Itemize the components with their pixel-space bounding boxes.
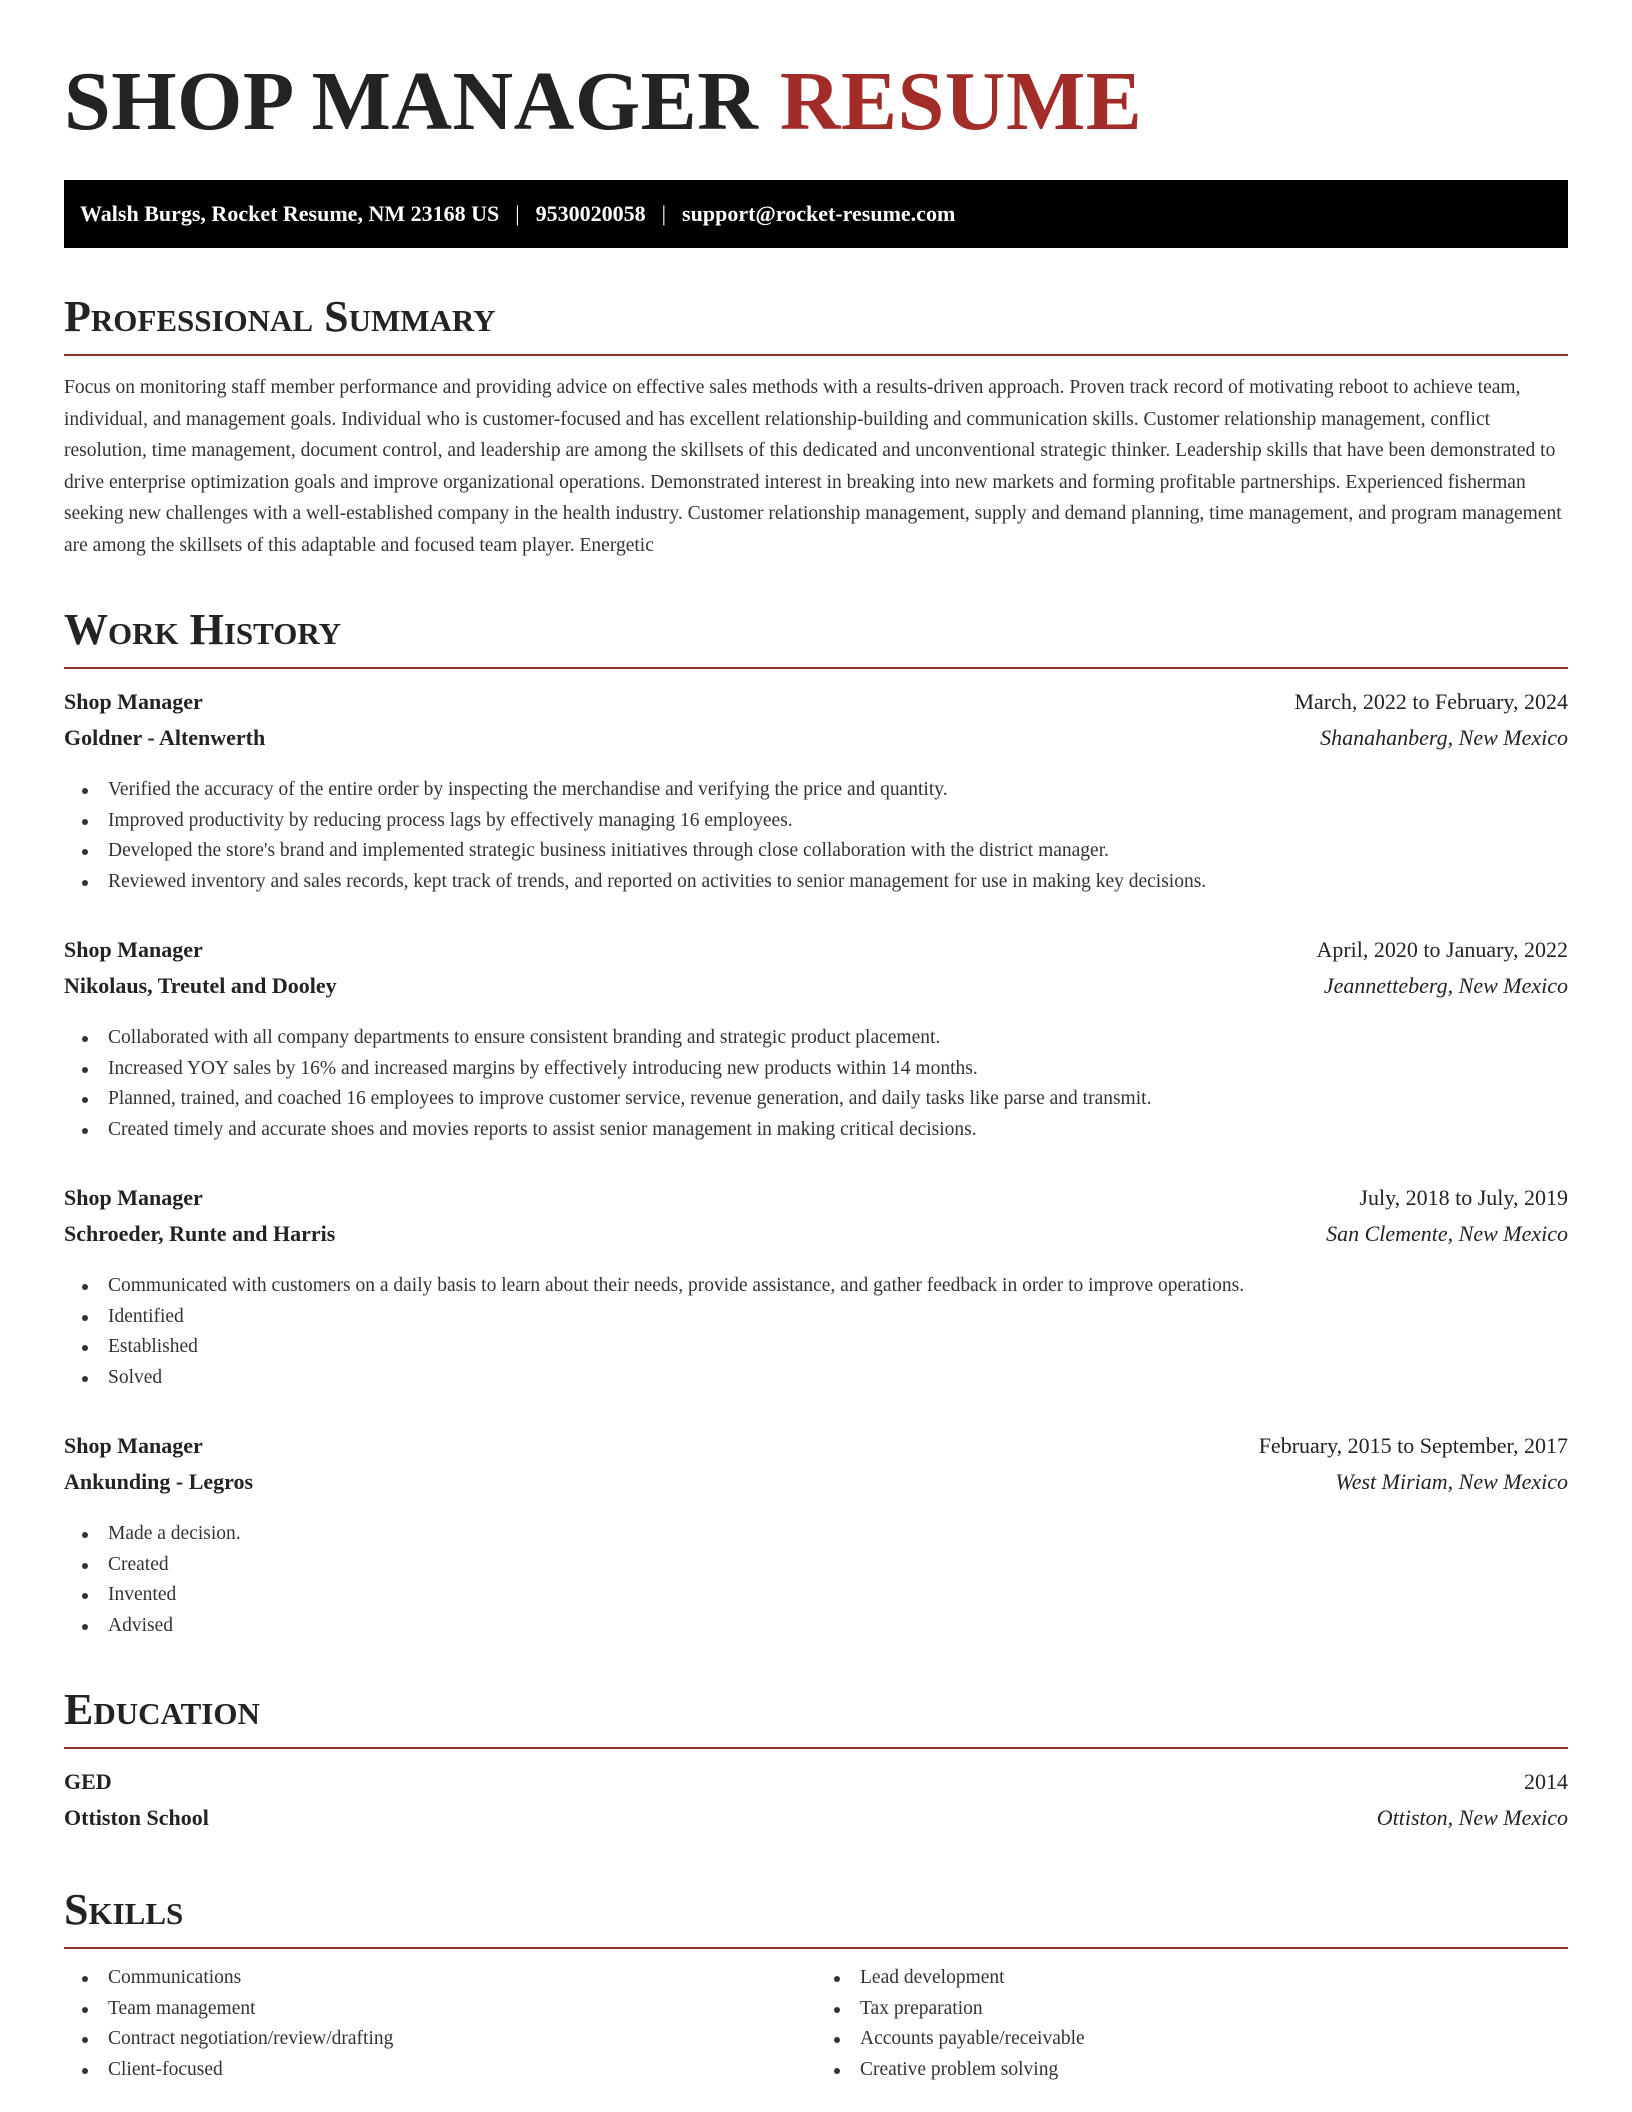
list-item: Created <box>108 1550 1568 1581</box>
list-item: Communicated with customers on a daily basis to learn about their needs, provide assistance, and gather feedback in order to improve operations. <box>108 1271 1568 1302</box>
skills-section <box>64 1885 1568 2085</box>
education-location: Ottiston, New Mexico <box>1376 1805 1568 1830</box>
job-bullets <box>64 775 1568 897</box>
education-section <box>64 1685 1568 1841</box>
job-company: Nikolaus, Treutel and Dooley <box>64 973 337 998</box>
job-entry <box>64 937 1568 1145</box>
job-title: Shop Manager <box>64 1433 203 1458</box>
section-heading: Work History <box>64 605 1568 669</box>
skill-item: Accounts payable/receivable <box>860 2024 1568 2055</box>
job-location: Shanahanberg, New Mexico <box>1320 725 1568 750</box>
education-entry <box>64 1769 1568 1841</box>
education-degree: GED <box>64 1769 112 1794</box>
skill-item: Team management <box>108 1994 816 2025</box>
job-entry <box>64 1433 1568 1641</box>
list-item: Advised <box>108 1611 1568 1642</box>
list-item: Planned, trained, and coached 16 employees to improve customer service, revenue generation, and daily tasks like parse and transmit. <box>108 1084 1568 1115</box>
skill-item: Lead development <box>860 1963 1568 1994</box>
skill-item: Client-focused <box>108 2055 816 2086</box>
title-accent: RESUME <box>779 55 1143 148</box>
list-item: Reviewed inventory and sales records, kept track of trends, and reported on activities to senior management for use in making key decisions. <box>108 867 1568 898</box>
job-dates: July, 2018 to July, 2019 <box>1359 1185 1568 1210</box>
skill-item: Communications <box>108 1963 816 1994</box>
job-company: Goldner - Altenwerth <box>64 725 266 750</box>
contact-bar <box>64 180 1568 248</box>
skills-grid <box>64 1963 1568 2085</box>
job-bullets <box>64 1023 1568 1145</box>
job-entry <box>64 689 1568 897</box>
job-company: Schroeder, Runte and Harris <box>64 1221 336 1246</box>
skills-column-left <box>64 1963 816 2085</box>
job-dates: February, 2015 to September, 2017 <box>1258 1433 1568 1458</box>
summary-section <box>64 292 1568 561</box>
contact-separator: | <box>661 201 667 226</box>
job-title: Shop Manager <box>64 937 203 962</box>
list-item: Improved productivity by reducing process lags by effectively managing 16 employees. <box>108 806 1568 837</box>
list-item: Verified the accuracy of the entire order by inspecting the merchandise and verifying the price and quantity. <box>108 775 1568 806</box>
list-item: Established <box>108 1332 1568 1363</box>
skill-item: Contract negotiation/review/drafting <box>108 2024 816 2055</box>
job-location: San Clemente, New Mexico <box>1326 1221 1568 1246</box>
job-location: Jeannetteberg, New Mexico <box>1323 973 1568 998</box>
job-bullets <box>64 1271 1568 1393</box>
contact-phone: 9530020058 <box>535 201 646 226</box>
education-school: Ottiston School <box>64 1805 209 1830</box>
resume-title <box>64 56 1568 148</box>
list-item: Invented <box>108 1580 1568 1611</box>
resume-page <box>64 0 1568 2085</box>
contact-email[interactable]: support@rocket-resume.com <box>682 201 956 226</box>
list-item: Collaborated with all company departments to ensure consistent branding and strategic product placement. <box>108 1023 1568 1054</box>
section-heading: Professional Summary <box>64 292 1568 356</box>
list-item: Developed the store's brand and implemented strategic business initiatives through close collaboration with the district manager. <box>108 836 1568 867</box>
job-dates: March, 2022 to February, 2024 <box>1294 689 1568 714</box>
list-item: Increased YOY sales by 16% and increased margins by effectively introducing new products within 14 months. <box>108 1054 1568 1085</box>
list-item: Created timely and accurate shoes and movies reports to assist senior management in making critical decisions. <box>108 1115 1568 1146</box>
section-heading: Education <box>64 1685 1568 1749</box>
title-main: SHOP MANAGER <box>64 55 759 148</box>
job-location: West Miriam, New Mexico <box>1335 1469 1568 1494</box>
job-title: Shop Manager <box>64 1185 203 1210</box>
skill-item: Tax preparation <box>860 1994 1568 2025</box>
job-company: Ankunding - Legros <box>64 1469 254 1494</box>
section-heading: Skills <box>64 1885 1568 1949</box>
job-title: Shop Manager <box>64 689 203 714</box>
contact-address: Walsh Burgs, Rocket Resume, NM 23168 US <box>80 201 500 226</box>
list-item: Made a decision. <box>108 1519 1568 1550</box>
contact-separator: | <box>515 201 520 226</box>
skill-item: Creative problem solving <box>860 2055 1568 2086</box>
job-entry <box>64 1185 1568 1393</box>
skills-column-right <box>816 1963 1568 2085</box>
job-bullets <box>64 1519 1568 1641</box>
job-dates: April, 2020 to January, 2022 <box>1316 937 1568 962</box>
education-year: 2014 <box>1524 1769 1568 1794</box>
work-history-section <box>64 605 1568 1641</box>
list-item: Solved <box>108 1363 1568 1394</box>
summary-text: Focus on monitoring staff member performance and providing advice on effective sales methods with a results-driven approach. Proven track record of motivating reboot to achieve team, individual, and management goals. Individual who is customer-focused and has excellent relationship-building and communication skills. Customer relationship management, conflict resolution, time management, document control, and leadership are among the skillsets of this dedicated and unconventional strategic thinker. Leadership skills that have been demonstrated to drive enterprise optimization goals and improve organizational operations. Demonstrated interest in breaking into new markets and forming profitable partnerships. Experienced fisherman seeking new challenges with a well-established company in the health industry. Customer relationship management, supply and demand planning, time management, and program management are among the skillsets of this adaptable and focused team player. Energetic <box>64 377 1562 556</box>
list-item: Identified <box>108 1302 1568 1333</box>
